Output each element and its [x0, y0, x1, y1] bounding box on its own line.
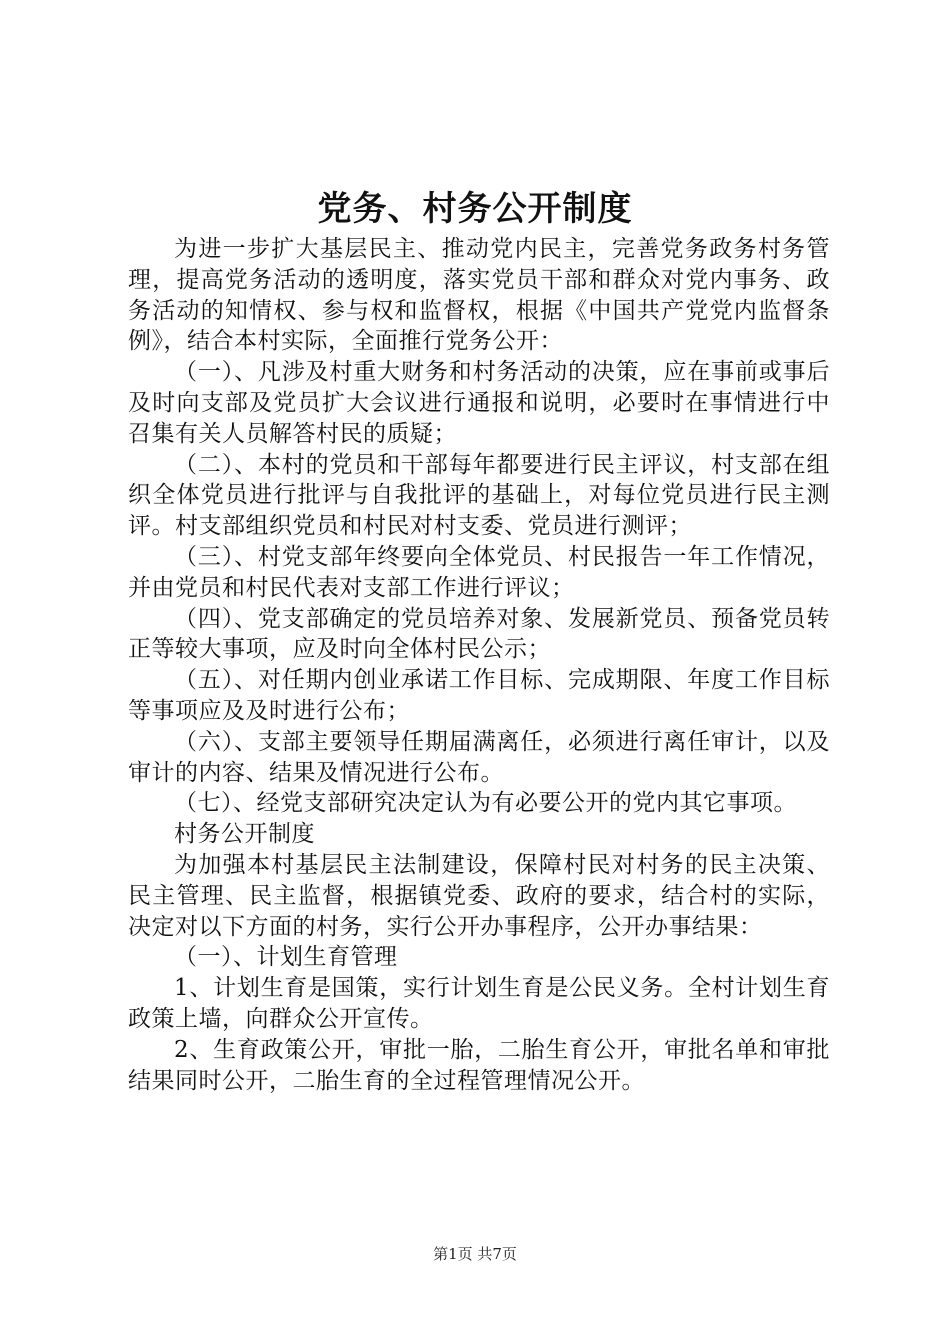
- paragraph-family-planning-1: 1、计划生育是国策，实行计划生育是公民义务。全村计划生育政策上墙，向群众公开宣传。: [128, 975, 830, 1032]
- paragraph-village-intro: 为加强本村基层民主法制建设，保障村民对村务的民主决策、民主管理、民主监督，根据镇党委、政府的要求，结合村的实际，决定对以下方面的村务，实行公开办事程序，公开办事结果：: [128, 851, 830, 940]
- paragraph-item-6: （六）、支部主要领导任期届满离任，必须进行离任审计，以及审计的内容、结果及情况进行公布。: [128, 728, 830, 786]
- paragraph-item-7: （七）、经党支部研究决定认为有必要公开的党内其它事项。: [174, 790, 797, 817]
- paragraph-item-3: （三）、村党支部年终要向全体党员、村民报告一年工作情况，并由党员和村民代表对支部工作进行评议；: [128, 543, 830, 601]
- section-heading-village-affairs: 村务公开制度: [174, 821, 315, 848]
- paragraph-item-1: （一）、凡涉及村重大财务和村务活动的决策，应在事前或事后及时向支部及党员扩大会议进行通报和说明，必要时在事情进行中召集有关人员解答村民的质疑；: [128, 359, 830, 447]
- paragraph-item-5: （五）、对任期内创业承诺工作目标、完成期限、年度工作目标等事项应及及时进行公布；: [128, 667, 830, 724]
- paragraph-item-4: （四）、党支部确定的党员培养对象、发展新党员、预备党员转正等较大事项，应及时向全体村民公示；: [128, 605, 830, 663]
- page-footer: 第1页 共7页: [433, 1245, 517, 1263]
- paragraph-intro: 为进一步扩大基层民主、推动党内民主，完善党务政务村务管理，提高党务活动的透明度，落实党员干部和群众对党内事务、政务活动的知情权、参与权和监督权，根据《中国共产党党内监督条例》，结合本村实际，全面推行党务公开：: [128, 236, 830, 355]
- paragraph-family-planning-2: 2、生育政策公开，审批一胎，二胎生育公开，审批名单和审批结果同时公开，二胎生育的全过程管理情况公开。: [128, 1036, 830, 1094]
- paragraph-item-2: （二）、本村的党员和干部每年都要进行民主评议，村支部在组织全体党员进行批评与自我批评的基础上，对每位党员进行民主测评。村支部组织党员和村民对村支委、党员进行测评；: [128, 451, 830, 540]
- document-title: 党务、村务公开制度: [317, 189, 633, 229]
- document-body: [128, 234, 830, 1096]
- subheading-family-planning: （一）、计划生育管理: [174, 944, 398, 971]
